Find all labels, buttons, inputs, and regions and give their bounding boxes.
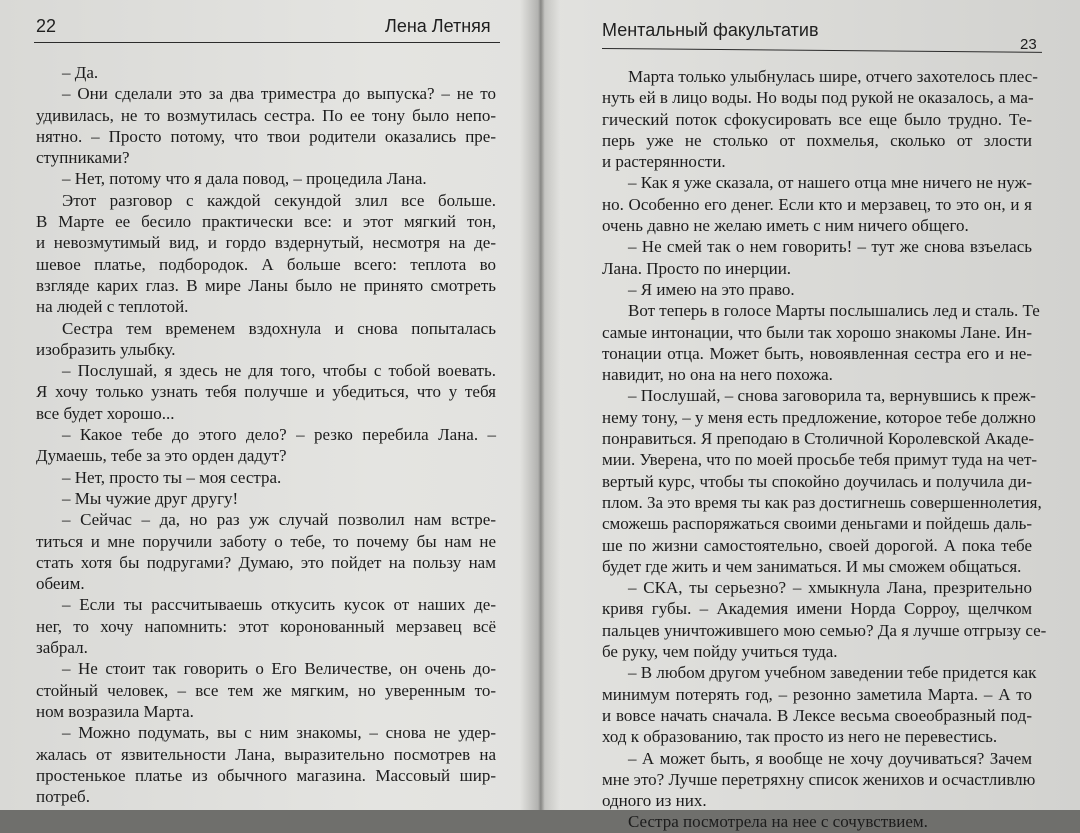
text-line: но. Особенно его денег. Если кто и мерзавец, то это он, и я bbox=[602, 194, 1032, 214]
text-line: – Послушай, я здесь не для того, чтобы с тобой воевать. bbox=[62, 361, 496, 381]
text-line: Вот теперь в голосе Марты послышались лед и сталь. Те bbox=[628, 301, 1040, 321]
text-line: Лана. Просто по инерции. bbox=[602, 258, 792, 278]
paragraph bbox=[602, 748, 1036, 812]
text-line: пальцев уничтожившего мою семью? Да я лучше отгрызу се- bbox=[602, 620, 1047, 640]
text-line: нег, то хочу напомнить: этот коронованный мерзавец всё bbox=[36, 616, 496, 636]
text-line: обеим. bbox=[36, 574, 85, 594]
text-line: – Сейчас – да, но раз уж случай позволил нам встре- bbox=[62, 510, 496, 530]
text-line: самые интонации, что были так хорошо знакомы Лане. Ин- bbox=[602, 322, 1032, 342]
right-page-number: 23 bbox=[1020, 36, 1037, 53]
text-line: нуть ей в лицо воды. Но воды под рукой не оказалось, а ма- bbox=[602, 88, 1034, 108]
text-line: простенькое платье из обычного магазина. Массовый шир- bbox=[36, 765, 496, 785]
text-line: шевое платье, подбородок. А больше всего: теплота во bbox=[36, 254, 496, 274]
text-line: одного из них. bbox=[602, 791, 707, 811]
text-line: Я хочу только узнать тебя получше и убедиться, что у тебя bbox=[36, 382, 496, 402]
paragraph bbox=[602, 300, 1040, 385]
text-line: взгляде карих глаз. В мире Ланы было не принято смотреть bbox=[36, 275, 496, 295]
paragraph bbox=[36, 722, 496, 807]
text-line: нему тону, – у меня есть предложение, которое тебе должно bbox=[602, 407, 1036, 427]
text-line: навидит, но она на него похожа. bbox=[602, 365, 833, 385]
paragraph bbox=[36, 62, 496, 83]
left-page bbox=[0, 0, 530, 810]
text-line: Этот разговор с каждой секундой злил все больше. bbox=[62, 190, 496, 210]
left-page-number: 22 bbox=[36, 16, 57, 36]
text-line: жалась от язвительности Лана, выразительно посмотрев на bbox=[36, 744, 496, 764]
paragraph bbox=[36, 318, 496, 361]
text-line: ступниками? bbox=[36, 148, 130, 168]
text-line: титься и мне поручили заботу о тебе, то почему бы нам не bbox=[36, 531, 496, 551]
paragraph bbox=[36, 83, 496, 168]
text-line: перь уже не столько от похмелья, сколько от злости bbox=[602, 130, 1032, 150]
text-line: – Нет, просто ты – моя сестра. bbox=[62, 467, 282, 487]
text-line: – СКА, ты серьезно? – хмыкнула Лана, презрительно bbox=[628, 578, 1032, 598]
text-line: и растерянности. bbox=[602, 152, 726, 172]
paragraph bbox=[36, 467, 496, 488]
text-line: все будет хорошо... bbox=[36, 403, 175, 423]
text-line: – Какое тебе до этого дело? – резко перебила Лана. – bbox=[62, 425, 496, 445]
paragraph bbox=[36, 488, 496, 509]
text-line: будет где жить и чем заниматься. И мы сможем общаться. bbox=[602, 556, 1022, 576]
text-line: – Мы чужие друг другу! bbox=[62, 488, 239, 508]
text-line: потреб. bbox=[36, 787, 90, 807]
right-body-text bbox=[602, 66, 1047, 833]
paragraph bbox=[602, 662, 1037, 747]
text-line: нятно. – Просто потому, что твои родители оказались пре- bbox=[36, 126, 496, 146]
text-line: Сестра посмотрела на нее с сочувствием. bbox=[628, 812, 928, 832]
text-line: – Я имею на это право. bbox=[628, 279, 795, 299]
text-line: В Марте ее бесило практически все: и этот мягкий тон, bbox=[36, 212, 496, 232]
text-line: – Послушай, – снова заговорила та, вернувшись к преж- bbox=[628, 386, 1036, 406]
text-line: плом. За это время ты как раз достигнешь совершеннолетия, bbox=[602, 492, 1042, 512]
text-line: – Да. bbox=[62, 63, 99, 82]
text-line: – Если ты рассчитываешь откусить кусок от наших де- bbox=[62, 595, 496, 615]
paragraph bbox=[602, 279, 1032, 300]
text-line: тонации отца. Может быть, новоявленная сестра его и не- bbox=[602, 343, 1032, 363]
text-line: мне это? Лучше перетряхну список женихов и осчастливлю bbox=[602, 769, 1036, 789]
text-line: ход к образованию, так просто из него не перевестись. bbox=[602, 727, 998, 747]
text-line: и невозмутимый вид, и гордо вздернутый, несмотря на де- bbox=[36, 233, 496, 253]
text-line: минимум потерять год, – резонно заметила Марта. – А то bbox=[602, 684, 1032, 704]
text-line: гический поток сфокусировать все еще было трудно. Те- bbox=[602, 109, 1032, 129]
text-line: – Как я уже сказала, от нашего отца мне ничего не нуж- bbox=[628, 173, 1032, 193]
text-line: очень давно не желаю иметь с ним ничего общего. bbox=[602, 216, 969, 236]
left-running-head: Лена Летняя bbox=[385, 16, 491, 36]
right-running-head: Ментальный факультатив bbox=[602, 20, 819, 40]
text-line: и вовсе начать сначала. В Лексе весьма своеобразный под- bbox=[602, 705, 1032, 725]
paragraph bbox=[36, 594, 496, 658]
paragraph bbox=[602, 66, 1038, 172]
paragraph bbox=[602, 385, 1042, 577]
text-line: – Они сделали это за два триместра до выпуска? – не то bbox=[62, 84, 496, 104]
text-line: вертый курс, чтобы ты спокойно доучилась и получила ди- bbox=[602, 471, 1032, 491]
paragraph bbox=[602, 236, 1032, 279]
paragraph bbox=[36, 424, 496, 467]
paragraph bbox=[602, 172, 1032, 236]
text-line: забрал. bbox=[36, 638, 88, 658]
text-line: на людей с теплотой. bbox=[36, 297, 189, 317]
left-header-rule bbox=[34, 42, 500, 43]
left-body-text bbox=[36, 62, 496, 807]
text-line: – Нет, потому что я дала повод, – процедила Лана. bbox=[62, 169, 427, 189]
text-line: ше по жизни самостоятельно, своей дорогой. А пока тебе bbox=[602, 535, 1032, 555]
text-line: Марта только улыбнулась шире, отчего захотелось плес- bbox=[628, 67, 1038, 86]
right-header-rule bbox=[602, 48, 1042, 53]
text-line: стойный человек, – все тем же мягким, но уверенным то- bbox=[36, 680, 496, 700]
text-line: ном возразила Марта. bbox=[36, 701, 194, 721]
text-line: стать хотя бы подругами? Думаю, это пойдет на пользу нам bbox=[36, 552, 496, 572]
paragraph bbox=[36, 509, 496, 594]
paragraph bbox=[36, 190, 496, 318]
text-line: Сестра тем временем вздохнула и снова попыталась bbox=[62, 318, 496, 338]
right-page bbox=[550, 0, 1080, 832]
text-line: – Не стоит так говорить о Его Величестве, он очень до- bbox=[62, 659, 496, 679]
paragraph bbox=[602, 577, 1047, 662]
text-line: Думаешь, тебе за это орден дадут? bbox=[36, 446, 287, 466]
text-line: сможешь распоряжаться своими деньгами и пойдешь даль- bbox=[602, 514, 1033, 534]
text-line: понравиться. Я преподаю в Столичной Королевской Акаде- bbox=[602, 429, 1035, 449]
paragraph bbox=[602, 811, 1032, 832]
text-line: – Можно подумать, вы с ним знакомы, – снова не удер- bbox=[62, 723, 496, 743]
text-line: – А может быть, я вообще не хочу доучиваться? Зачем bbox=[628, 748, 1032, 768]
text-line: удивилась, не то возмутилась сестра. По ее тону было непо- bbox=[36, 105, 496, 125]
text-line: изобразить улыбку. bbox=[36, 339, 176, 359]
text-line: бе руку, чем пойду учиться туда. bbox=[602, 642, 838, 662]
paragraph bbox=[36, 168, 496, 189]
text-line: – Не смей так о нем говорить! – тут же снова взъелась bbox=[628, 237, 1032, 257]
text-line: – В любом другом учебном заведении тебе придется как bbox=[628, 663, 1037, 683]
text-line: мии. Уверена, что по моей просьбе тебя примут туда на чет- bbox=[602, 450, 1038, 470]
paragraph bbox=[36, 360, 496, 424]
paragraph bbox=[36, 658, 496, 722]
text-line: кривя губы. – Академия имени Норда Сорроу, щелчком bbox=[602, 599, 1032, 619]
